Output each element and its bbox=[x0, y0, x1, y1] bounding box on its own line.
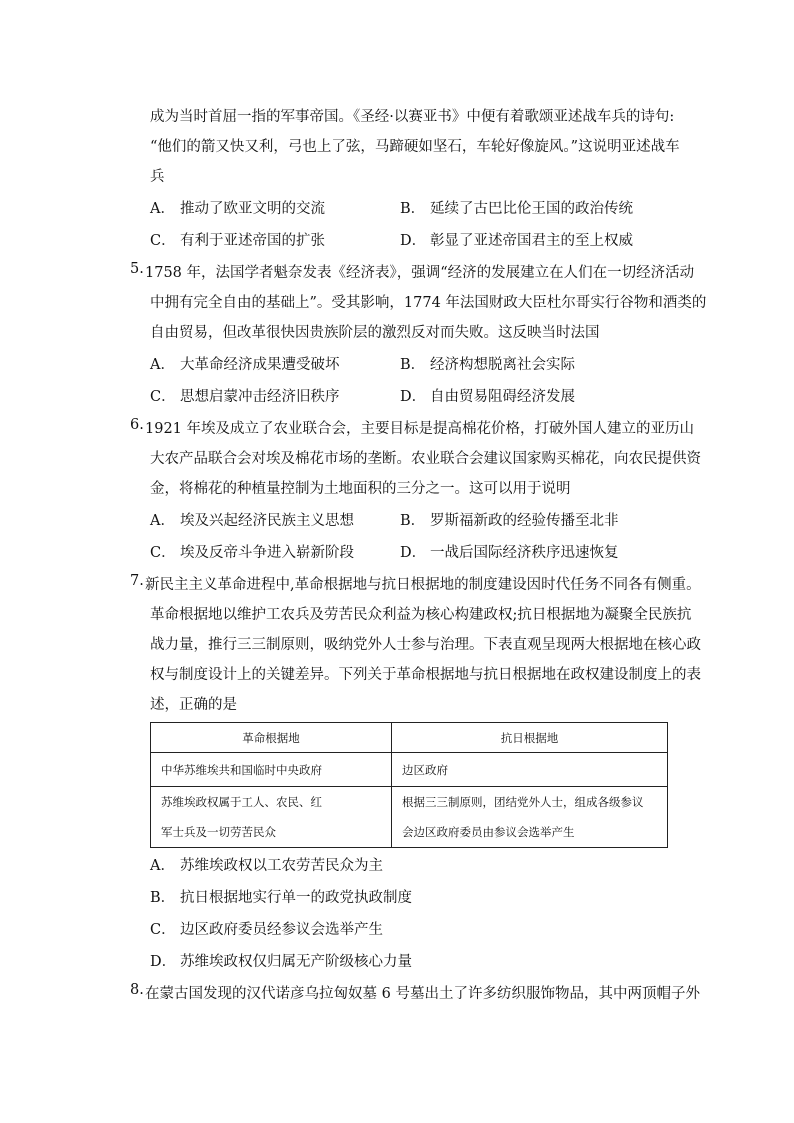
q5-line-3: 自由贸易，但改革很快因贵族阶层的激烈反对而失败。这反映当时法国 bbox=[150, 325, 600, 341]
q5-option-b[interactable] bbox=[400, 353, 575, 374]
q5-option-a[interactable] bbox=[150, 353, 340, 374]
q7-comparison-table bbox=[150, 722, 668, 848]
table-row bbox=[151, 753, 668, 787]
q4-line-1: 成为当时首屈一指的军事帝国。《圣经·以赛亚书》中便有着歌颂亚述战车兵的诗句: bbox=[150, 109, 675, 125]
q7-number: 7. bbox=[130, 573, 144, 589]
option-letter: B． bbox=[150, 890, 176, 906]
table-cell-line: 根据三三制原则，团结党外人士，组成各级参议 bbox=[402, 795, 644, 809]
option-letter: C． bbox=[150, 545, 176, 561]
q7-line-1: 新民主主义革命进程中,革命根据地与抗日根据地的制度建设因时代任务不同各有侧重。 bbox=[145, 577, 701, 593]
q8-line-1: 在蒙古国发现的汉代诺彦乌拉匈奴墓 6 号墓出土了许多纺织服饰物品，其中两顶帽子外 bbox=[145, 986, 700, 1002]
option-text: 经济构想脱离社会实际 bbox=[430, 357, 575, 373]
option-text: 苏维埃政权以工农劳苦民众为主 bbox=[180, 858, 383, 874]
option-text: 埃及反帝斗争进入崭新阶段 bbox=[180, 545, 354, 561]
option-text: 思想启蒙冲击经济旧秩序 bbox=[180, 389, 340, 405]
q5-line-1: 1758 年，法国学者魁奈发表《经济表》，强调“经济的发展建立在人们在一切经济活动 bbox=[145, 265, 695, 281]
option-letter: D． bbox=[150, 954, 177, 970]
q7-line-5: 述，正确的是 bbox=[150, 697, 237, 713]
q4-line-2: “他们的箭又快又利，弓也上了弦，马蹄硬如坚石，车轮好像旋风。”这说明亚述战车 bbox=[150, 139, 680, 155]
option-letter: C． bbox=[150, 389, 176, 405]
q6-option-b[interactable] bbox=[400, 509, 619, 530]
table-cell bbox=[392, 787, 668, 848]
q6-line-2: 大农产品联合会对埃及棉花市场的垄断。农业联合会建议国家购买棉花，向农民提供资 bbox=[150, 451, 701, 467]
option-letter: A． bbox=[150, 858, 175, 874]
table-header-row bbox=[151, 723, 668, 753]
option-text: 边区政府委员经参议会选举产生 bbox=[180, 922, 383, 938]
option-letter: D． bbox=[400, 389, 427, 405]
table-cell-line: 苏维埃政权属于工人、农民、红 bbox=[161, 795, 322, 809]
option-text: 苏维埃政权仅归属无产阶级核心力量 bbox=[180, 954, 412, 970]
q6-option-a[interactable] bbox=[150, 509, 354, 530]
q7-line-4: 权与制度设计上的关键差异。下列关于革命根据地与抗日根据地在政权建设制度上的表 bbox=[150, 667, 701, 683]
option-text: 推动了欧亚文明的交流 bbox=[180, 201, 325, 217]
table-cell: 边区政府 bbox=[392, 753, 668, 787]
option-letter: A． bbox=[150, 201, 175, 217]
q5-option-d[interactable] bbox=[400, 385, 575, 406]
option-letter: D． bbox=[400, 233, 427, 249]
option-text: 埃及兴起经济民族主义思想 bbox=[180, 513, 354, 529]
option-text: 一战后国际经济秩序迅速恢复 bbox=[430, 545, 619, 561]
option-letter: B． bbox=[400, 201, 426, 217]
table-cell-line: 军士兵及一切劳苦民众 bbox=[161, 825, 276, 839]
q4-option-d[interactable] bbox=[400, 229, 633, 250]
option-text: 有利于亚述帝国的扩张 bbox=[180, 233, 325, 249]
option-letter: D． bbox=[400, 545, 427, 561]
q7-option-a[interactable] bbox=[150, 854, 383, 875]
q8-number: 8. bbox=[130, 982, 144, 998]
q5-line-2: 中拥有完全自由的基础上”。受其影响，1774 年法国财政大臣杜尔哥实行谷物和酒类的 bbox=[150, 295, 707, 311]
table-header-cell: 革命根据地 bbox=[151, 723, 392, 753]
table-row bbox=[151, 787, 668, 848]
q4-option-b[interactable] bbox=[400, 197, 633, 218]
q7-option-b[interactable] bbox=[150, 886, 412, 907]
q6-number: 6. bbox=[130, 417, 144, 433]
q6-line-1: 1921 年埃及成立了农业联合会，主要目标是提高棉花价格，打破外国人建立的亚历山 bbox=[145, 421, 695, 437]
q4-option-c[interactable] bbox=[150, 229, 325, 250]
option-letter: A． bbox=[150, 357, 175, 373]
q4-option-a[interactable] bbox=[150, 197, 325, 218]
option-letter: C． bbox=[150, 922, 176, 938]
table-cell: 中华苏维埃共和国临时中央政府 bbox=[151, 753, 392, 787]
q4-line-3: 兵 bbox=[150, 169, 165, 185]
option-text: 自由贸易阻碍经济发展 bbox=[430, 389, 575, 405]
option-text: 大革命经济成果遭受破坏 bbox=[180, 357, 340, 373]
option-text: 抗日根据地实行单一的政党执政制度 bbox=[180, 890, 412, 906]
option-text: 罗斯福新政的经验传播至北非 bbox=[430, 513, 619, 529]
q7-line-2: 革命根据地以维护工农兵及劳苦民众利益为核心构建政权;抗日根据地为凝聚全民族抗 bbox=[150, 607, 692, 623]
q6-option-c[interactable] bbox=[150, 541, 354, 562]
q5-option-c[interactable] bbox=[150, 385, 340, 406]
q7-line-3: 战力量，推行三三制原则，吸纳党外人士参与治理。下表直观呈现两大根据地在核心政 bbox=[150, 637, 701, 653]
option-letter: B． bbox=[400, 513, 426, 529]
q7-option-d[interactable] bbox=[150, 950, 412, 971]
option-letter: C． bbox=[150, 233, 176, 249]
option-letter: A． bbox=[150, 513, 175, 529]
table-header-cell: 抗日根据地 bbox=[392, 723, 668, 753]
option-text: 彰显了亚述帝国君主的至上权威 bbox=[430, 233, 633, 249]
q7-option-c[interactable] bbox=[150, 918, 383, 939]
table-cell-line: 会边区政府委员由参议会选举产生 bbox=[402, 825, 575, 839]
table-cell bbox=[151, 787, 392, 848]
q6-option-d[interactable] bbox=[400, 541, 619, 562]
option-text: 延续了古巴比伦王国的政治传统 bbox=[430, 201, 633, 217]
q6-line-3: 金，将棉花的种植量控制为土地面积的三分之一。这可以用于说明 bbox=[150, 481, 571, 497]
option-letter: B． bbox=[400, 357, 426, 373]
q5-number: 5. bbox=[130, 261, 144, 277]
